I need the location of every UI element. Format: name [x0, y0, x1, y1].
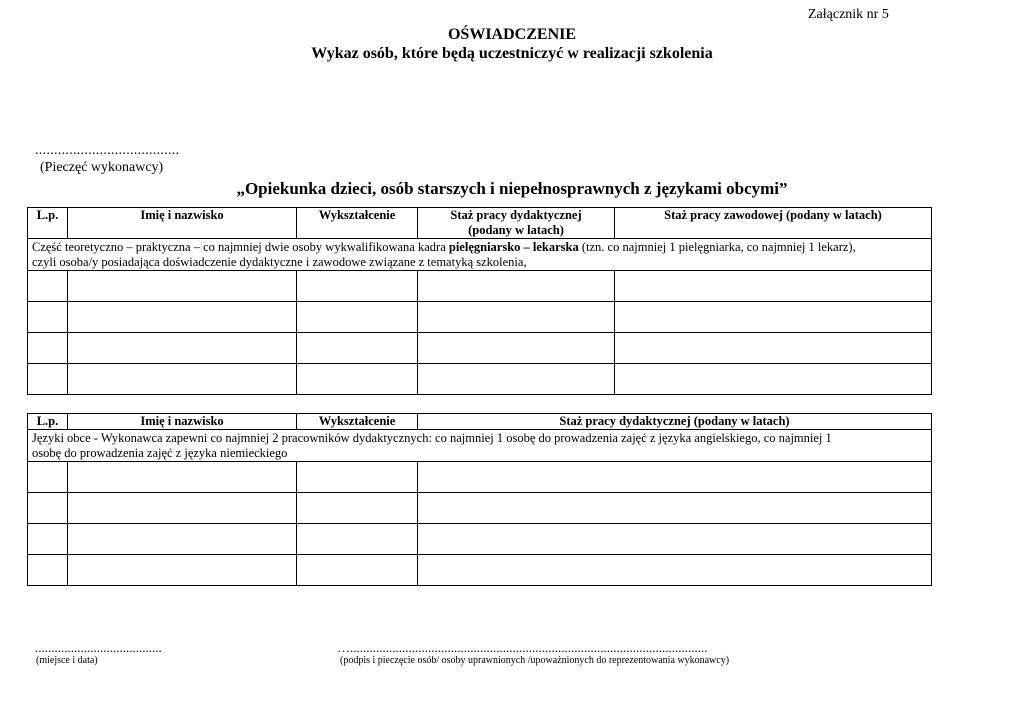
- requirement-description: [28, 239, 932, 271]
- cell-name[interactable]: [68, 462, 297, 493]
- place-date-label: (miejsce i data): [36, 655, 98, 666]
- cell-professional-experience[interactable]: [615, 364, 932, 395]
- table-row: [28, 302, 932, 333]
- header-teaching-experience-unit: (podany w latach): [468, 223, 564, 237]
- cell-lp[interactable]: [28, 555, 68, 586]
- cell-name[interactable]: [68, 364, 297, 395]
- header-name: Imię i nazwisko: [68, 414, 297, 430]
- table-header-row: [28, 208, 932, 239]
- staff-table-theory-practice: [27, 207, 932, 395]
- requirement-text-line2: czyli osoba/y posiadająca doświadczenie dydaktyczne i zawodowe związane z tematyką szkolenia,: [32, 255, 527, 269]
- cell-teaching-experience[interactable]: [418, 555, 932, 586]
- requirement-text-end: (tzn. co najmniej 1 pielęgniarka, co najmniej 1 lekarz),: [578, 240, 856, 254]
- document-subtitle: Wykaz osób, które będą uczestniczyć w realizacji szkolenia: [311, 45, 713, 62]
- cell-name[interactable]: [68, 524, 297, 555]
- cell-teaching-experience[interactable]: [418, 271, 615, 302]
- requirement-text-line2: osobę do prowadzenia zajęć z języka niemieckiego: [32, 446, 288, 460]
- cell-lp[interactable]: [28, 271, 68, 302]
- cell-professional-experience[interactable]: [615, 271, 932, 302]
- cell-name[interactable]: [68, 302, 297, 333]
- header-education: Wykształcenie: [297, 414, 418, 430]
- header-name: Imię i nazwisko: [68, 208, 297, 239]
- header-lp: L.p.: [28, 414, 68, 430]
- header-lp: L.p.: [28, 208, 68, 239]
- cell-teaching-experience[interactable]: [418, 493, 932, 524]
- staff-table-languages: [27, 413, 932, 586]
- table-description-row: [28, 239, 932, 271]
- requirement-description: [28, 430, 932, 462]
- header-professional-experience: Staż pracy zawodowej (podany w latach): [615, 208, 932, 239]
- cell-education[interactable]: [297, 493, 418, 524]
- cell-teaching-experience[interactable]: [418, 333, 615, 364]
- table-row: [28, 364, 932, 395]
- table-row: [28, 271, 932, 302]
- attachment-label: Załącznik nr 5: [808, 7, 889, 22]
- cell-teaching-experience[interactable]: [418, 524, 932, 555]
- cell-name[interactable]: [68, 333, 297, 364]
- cell-lp[interactable]: [28, 462, 68, 493]
- cell-teaching-experience[interactable]: [418, 364, 615, 395]
- cell-lp[interactable]: [28, 302, 68, 333]
- table-row: [28, 333, 932, 364]
- document-title: OŚWIADCZENIE: [447, 26, 577, 43]
- cell-lp[interactable]: [28, 524, 68, 555]
- cell-education[interactable]: [297, 333, 418, 364]
- cell-education[interactable]: [297, 524, 418, 555]
- cell-lp[interactable]: [28, 493, 68, 524]
- header-education: Wykształcenie: [297, 208, 418, 239]
- signature-line: …..............................................................................................................: [337, 640, 708, 655]
- cell-lp[interactable]: [28, 364, 68, 395]
- cell-name[interactable]: [68, 493, 297, 524]
- cell-teaching-experience[interactable]: [418, 462, 932, 493]
- table-row: [28, 493, 932, 524]
- cell-professional-experience[interactable]: [615, 333, 932, 364]
- table-row: [28, 524, 932, 555]
- requirement-text-line1: Języki obce - Wykonawca zapewni co najmniej 2 pracowników dydaktycznych: co najmniej 1 osobę do prowadzenia zajęć z języka angielskiego, co najmniej 1: [32, 431, 832, 445]
- cell-education[interactable]: [297, 462, 418, 493]
- cell-name[interactable]: [68, 555, 297, 586]
- cell-professional-experience[interactable]: [615, 302, 932, 333]
- requirement-text-start: Część teoretyczno – praktyczna – co najmniej dwie osoby wykwalifikowana kadra: [32, 240, 449, 254]
- table-description-row: [28, 430, 932, 462]
- cell-name[interactable]: [68, 271, 297, 302]
- cell-education[interactable]: [297, 364, 418, 395]
- cell-education[interactable]: [297, 555, 418, 586]
- table-row: [28, 462, 932, 493]
- header-teaching-experience-label: Staż pracy dydaktycznej: [450, 208, 582, 222]
- header-teaching-experience: Staż pracy dydaktycznej (podany w latach): [418, 414, 932, 430]
- table-header-row: [28, 414, 932, 430]
- stamp-placeholder-line: ......................................: [35, 143, 180, 158]
- cell-lp[interactable]: [28, 333, 68, 364]
- signature-label: (podpis i pieczęcie osób/ osoby uprawnionych /upoważnionych do reprezentowania wykonawcy): [340, 655, 730, 666]
- table-row: [28, 555, 932, 586]
- stamp-label: (Pieczęć wykonawcy): [40, 160, 164, 175]
- cell-education[interactable]: [297, 302, 418, 333]
- cell-teaching-experience[interactable]: [418, 302, 615, 333]
- header-teaching-experience: [418, 208, 615, 239]
- course-title: „Opiekunka dzieci, osób starszych i niepełnosprawnych z językami obcymi”: [236, 179, 788, 198]
- cell-education[interactable]: [297, 271, 418, 302]
- place-date-line: .......................................: [35, 640, 162, 655]
- requirement-text-bold: pielęgniarsko – lekarska: [448, 240, 579, 254]
